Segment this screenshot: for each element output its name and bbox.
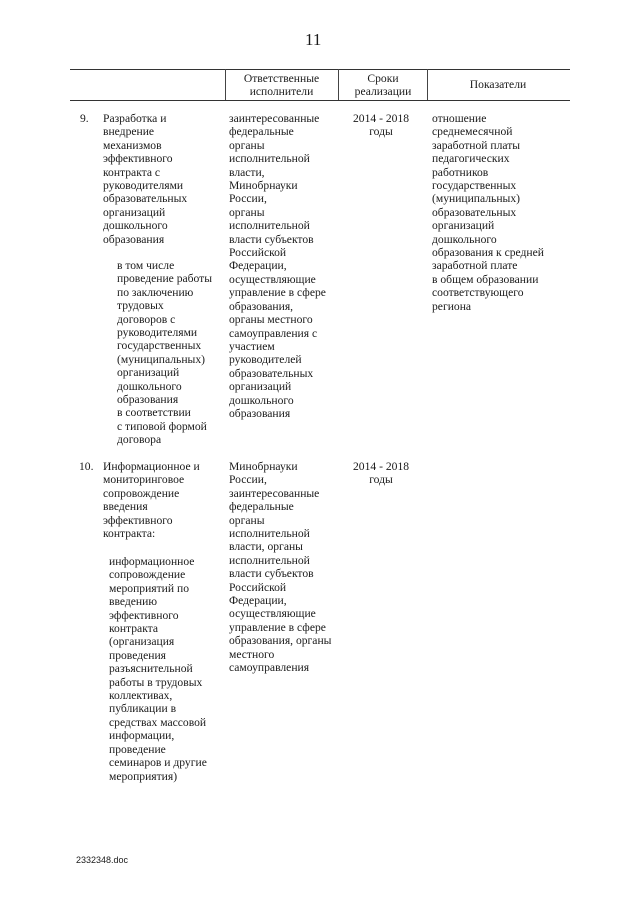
responsible-text: Минобрнауки России, заинтересованные федеральные органы исполнительной власти, органы исполнительной власти субъектов Российской Федерации, осуществляющие управление в сфере образования, органы местного самоуправления <box>229 460 332 675</box>
file-name: 2332348.doc <box>76 855 129 865</box>
header-responsible: Ответственные исполнители <box>243 71 320 98</box>
header-deadlines: Сроки реализации <box>354 71 412 98</box>
sub-measure-text: в том числе проведение работы по заключению трудовых договоров с руководителями государственных (муниципальных) организаций дошкольного образования в соответствии с типовой формой договора <box>117 259 213 447</box>
row-number: 10. <box>79 460 94 473</box>
deadline-text: 2014 - 2018 годы <box>353 112 410 139</box>
header-bottom-rule <box>70 100 570 101</box>
row-number: 9. <box>80 112 89 125</box>
page-number: 11 <box>305 30 322 49</box>
sub-measure-text: информационное сопровождение мероприятий по введению эффективного контракта (организация проведения разъяснительной работы в трудовых коллективах, публикации в средствах массовой информации, проведение семинаров и другие мероприятия) <box>109 555 207 783</box>
measure-text: Разработка и внедрение механизмов эффективного контракта с руководителями образовательных организаций дошкольного образования <box>103 112 188 246</box>
deadline-text: 2014 - 2018 годы <box>353 460 410 487</box>
measure-text: Информационное и мониторинговое сопровождение введения эффективного контракта: <box>103 460 200 541</box>
responsible-text: заинтересованные федеральные органы исполнительной власти, Минобрнауки России, органы исполнительной власти субъектов Российской Федерации, осуществляющие управление в сфере образования, органы местного самоуправления с участием руководителей образовательных организаций дошкольного образования <box>229 112 326 420</box>
indicators-text: отношение среднемесячной заработной платы педагогических работников государственных (муниципальных) образовательных организаций дошкольного образования к средней заработной плате в общем образовании соответствующего региона <box>432 112 544 313</box>
header-indicators: Показатели <box>469 78 527 92</box>
